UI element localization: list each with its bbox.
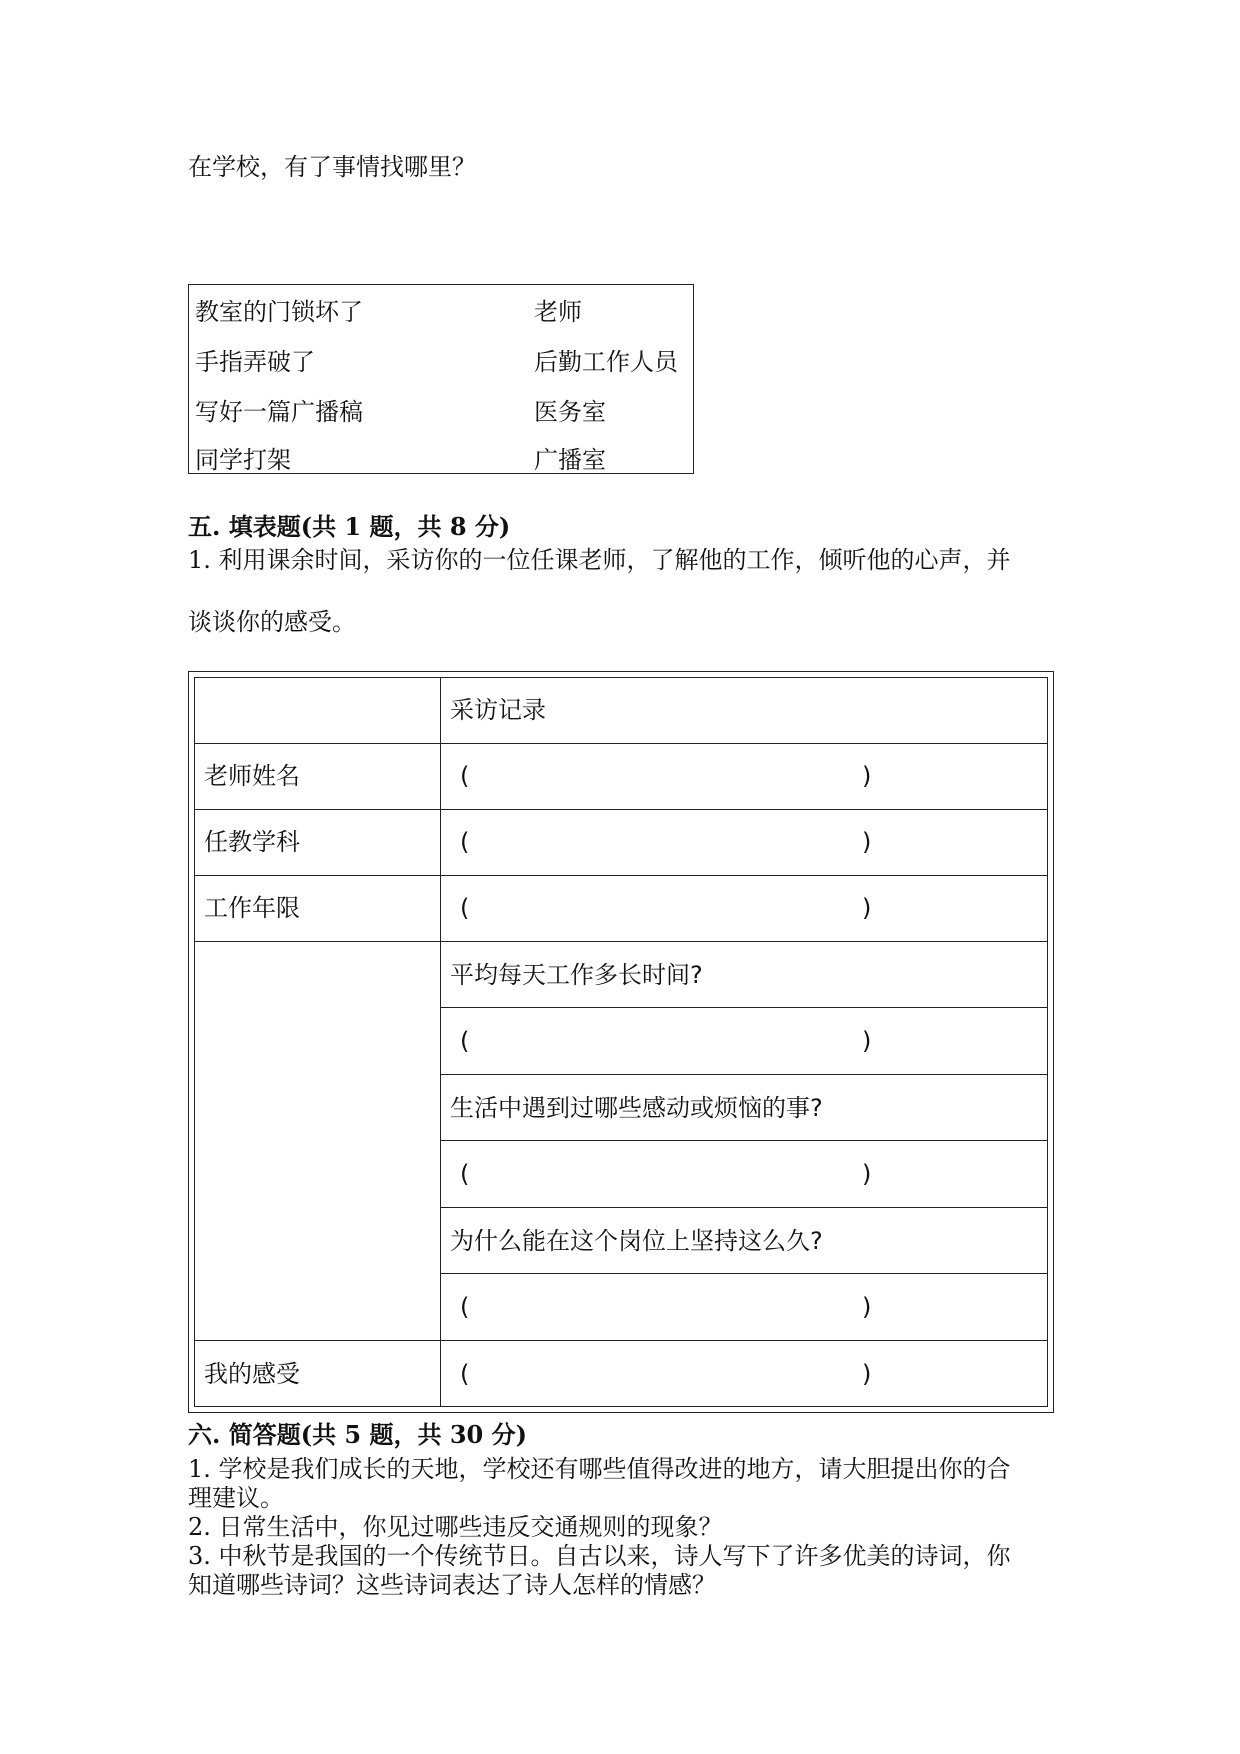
- table-rule: [194, 1340, 1048, 1341]
- blank-open-paren: (: [460, 894, 470, 922]
- matching-table: [188, 284, 694, 474]
- table-rule: [440, 1273, 1048, 1274]
- blank-open-paren: (: [460, 1027, 470, 1055]
- match-right-item: 老师: [534, 298, 582, 326]
- table-rule: [440, 1140, 1048, 1141]
- interview-question: 平均每天工作多长时间?: [450, 961, 703, 989]
- section6-question-line: 3. 中秋节是我国的一个传统节日。自古以来，诗人写下了许多优美的诗词，你: [188, 1542, 1011, 1570]
- table-rule: [194, 743, 1048, 744]
- table-rule: [440, 1007, 1048, 1008]
- table-divider: [440, 677, 441, 1407]
- section5-question-line: 1. 利用课余时间，采访你的一位任课老师，了解他的工作，倾听他的心声，并: [188, 546, 1011, 574]
- table-rule: [440, 1207, 1048, 1208]
- row-label-years: 工作年限: [204, 894, 300, 922]
- match-left-item: 手指弄破了: [195, 348, 315, 376]
- blank-close-paren: ): [862, 828, 872, 856]
- table-rule: [194, 875, 1048, 876]
- intro-question: 在学校，有了事情找哪里？: [188, 153, 476, 181]
- interview-table-inner: [194, 677, 1048, 1407]
- blank-close-paren: ): [862, 1160, 872, 1188]
- match-right-item: 后勤工作人员: [534, 348, 678, 376]
- section6-question-line: 1. 学校是我们成长的天地，学校还有哪些值得改进的地方，请大胆提出你的合: [188, 1455, 1011, 1483]
- row-label-subject: 任教学科: [204, 828, 300, 856]
- blank-open-paren: (: [460, 1160, 470, 1188]
- match-right-item: 广播室: [534, 446, 606, 474]
- match-right-item: 医务室: [534, 398, 606, 426]
- table-rule: [440, 1074, 1048, 1075]
- row-label-feeling: 我的感受: [204, 1360, 300, 1388]
- section6-question-line: 2. 日常生活中，你见过哪些违反交通规则的现象？: [188, 1513, 723, 1541]
- blank-close-paren: ): [862, 1360, 872, 1388]
- row-label-teacher-name: 老师姓名: [204, 762, 300, 790]
- blank-close-paren: ): [862, 1027, 872, 1055]
- blank-open-paren: (: [460, 828, 470, 856]
- section6-title: 六. 简答题(共 5 题，共 30 分): [188, 1420, 527, 1449]
- match-left-item: 教室的门锁坏了: [195, 298, 363, 326]
- interview-question: 为什么能在这个岗位上坚持这么久?: [450, 1227, 823, 1255]
- section5-title: 五. 填表题(共 1 题，共 8 分): [188, 512, 511, 541]
- section6-question-line: 理建议。: [188, 1484, 284, 1512]
- section5-question-line: 谈谈你的感受。: [188, 608, 356, 636]
- blank-close-paren: ): [862, 894, 872, 922]
- table-rule: [194, 809, 1048, 810]
- blank-open-paren: (: [460, 1360, 470, 1388]
- interview-question: 生活中遇到过哪些感动或烦恼的事?: [450, 1094, 823, 1122]
- blank-open-paren: (: [460, 1293, 470, 1321]
- match-left-item: 同学打架: [195, 446, 291, 474]
- table-header-label: 采访记录: [450, 696, 546, 724]
- table-rule: [194, 941, 1048, 942]
- section6-question-line: 知道哪些诗词？这些诗词表达了诗人怎样的情感？: [188, 1571, 716, 1599]
- blank-close-paren: ): [862, 762, 872, 790]
- match-left-item: 写好一篇广播稿: [195, 398, 363, 426]
- blank-open-paren: (: [460, 762, 470, 790]
- blank-close-paren: ): [862, 1293, 872, 1321]
